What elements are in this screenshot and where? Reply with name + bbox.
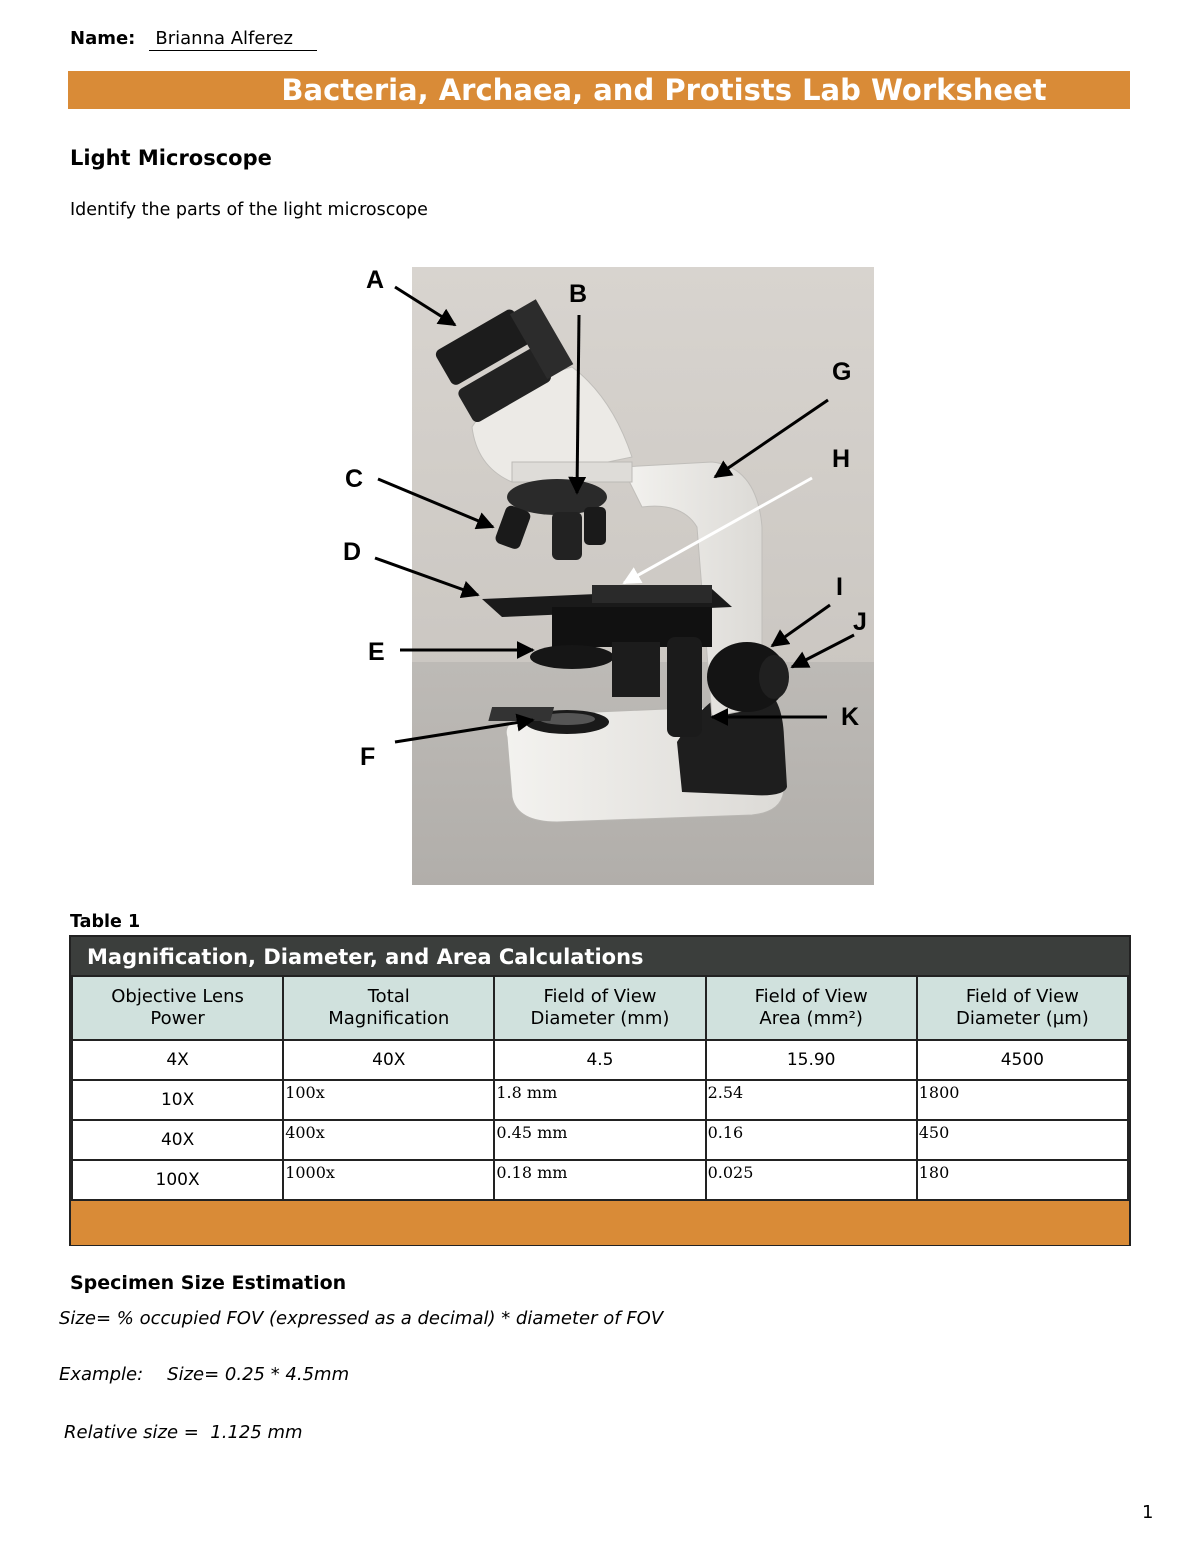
table-row — [72, 1120, 1128, 1160]
label-f: F — [360, 743, 376, 771]
cell-diameter-um: 4500 — [917, 1040, 1128, 1080]
cell-area: 15.90 — [706, 1040, 917, 1080]
table-title: Magnification, Diameter, and Area Calculations — [71, 937, 1129, 975]
relative-size: Relative size = 1.125 mm — [64, 1422, 303, 1443]
table-row — [72, 1080, 1128, 1120]
cell-magnification: 40X — [283, 1040, 494, 1080]
cell-diameter-mm[interactable]: 1.8 mm — [494, 1080, 705, 1120]
microscope-photo — [412, 267, 874, 885]
col-fov-area: Field of View Area (mm²) — [706, 976, 917, 1040]
cell-area[interactable]: 0.16 — [706, 1120, 917, 1160]
table-row — [72, 1040, 1128, 1080]
example-line — [59, 1364, 349, 1385]
cell-magnification[interactable]: 1000x — [283, 1160, 494, 1200]
light-microscope-heading: Light Microscope — [70, 146, 272, 170]
label-g: G — [832, 358, 852, 386]
cell-diameter-mm: 4.5 — [494, 1040, 705, 1080]
label-h: H — [832, 445, 851, 473]
label-d: D — [343, 538, 362, 566]
label-j: J — [853, 608, 867, 636]
cell-objective: 100X — [72, 1160, 283, 1200]
name-row — [70, 28, 317, 51]
cell-diameter-um[interactable]: 180 — [917, 1160, 1128, 1200]
cell-objective: 4X — [72, 1040, 283, 1080]
example-value: Size= 0.25 * 4.5mm — [167, 1364, 350, 1385]
page-number: 1 — [1142, 1502, 1154, 1523]
col-total-magnification: Total Magnification — [283, 976, 494, 1040]
cell-diameter-um[interactable]: 450 — [917, 1120, 1128, 1160]
calculations-table — [69, 935, 1131, 1246]
cell-objective: 40X — [72, 1120, 283, 1160]
worksheet-title: Bacteria, Archaea, and Protists Lab Worksheet — [281, 73, 1047, 107]
label-b: B — [569, 280, 588, 308]
table-caption: Table 1 — [70, 912, 141, 932]
col-objective-lens-power: Objective Lens Power — [72, 976, 283, 1040]
cell-diameter-um[interactable]: 1800 — [917, 1080, 1128, 1120]
cell-magnification[interactable]: 100x — [283, 1080, 494, 1120]
label-e: E — [368, 638, 385, 666]
col-fov-diameter-um: Field of View Diameter (µm) — [917, 976, 1128, 1040]
cell-area[interactable]: 0.025 — [706, 1160, 917, 1200]
name-label: Name: — [70, 28, 136, 49]
label-i: I — [836, 573, 843, 601]
title-banner — [68, 71, 1130, 109]
cell-magnification[interactable]: 400x — [283, 1120, 494, 1160]
cell-diameter-mm[interactable]: 0.45 mm — [494, 1120, 705, 1160]
label-c: C — [345, 465, 364, 493]
cell-objective: 10X — [72, 1080, 283, 1120]
identify-instruction: Identify the parts of the light microscope — [70, 200, 428, 220]
calculations-grid — [71, 975, 1129, 1201]
table-row — [72, 1160, 1128, 1200]
name-field[interactable]: Brianna Alferez — [149, 28, 317, 51]
specimen-size-heading: Specimen Size Estimation — [70, 1272, 347, 1294]
cell-diameter-mm[interactable]: 0.18 mm — [494, 1160, 705, 1200]
example-label: Example: — [59, 1364, 144, 1385]
col-fov-diameter-mm: Field of View Diameter (mm) — [494, 976, 705, 1040]
label-a: A — [366, 266, 385, 294]
table-footer-band — [71, 1201, 1129, 1245]
size-formula: Size= % occupied FOV (expressed as a decimal) * diameter of FOV — [59, 1308, 664, 1329]
label-k: K — [841, 703, 860, 731]
cell-area[interactable]: 2.54 — [706, 1080, 917, 1120]
